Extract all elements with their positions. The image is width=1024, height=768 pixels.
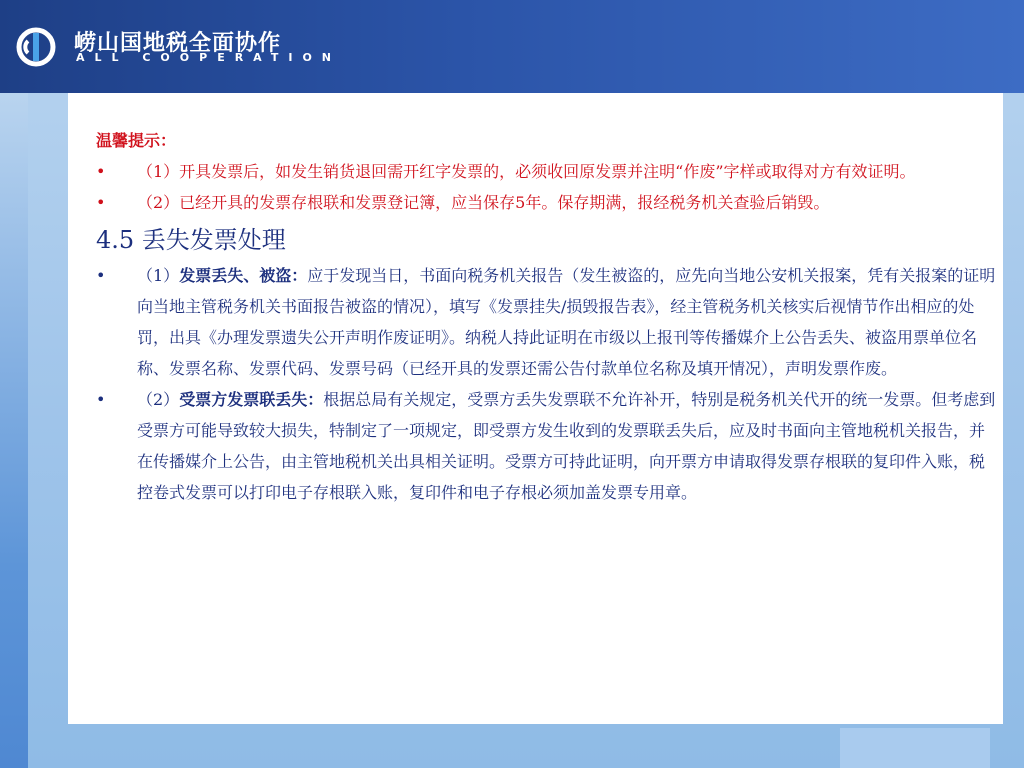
left-decor-strip bbox=[0, 93, 28, 768]
slide-text bbox=[96, 126, 996, 508]
item-bold-label: 受票方发票联丢失： bbox=[179, 390, 324, 409]
brand-title-en: ALL COOPERATION bbox=[76, 51, 341, 64]
section-item bbox=[96, 260, 996, 384]
section-item bbox=[96, 384, 996, 508]
bullet-dot: • bbox=[96, 390, 106, 409]
item-prefix: （1） bbox=[137, 266, 180, 285]
item-prefix: （2） bbox=[137, 390, 180, 409]
tip-item-text: （1）开具发票后，如发生销货退回需开红字发票的，必须收回原发票并注明“作废”字样或取得对方有效证明。 bbox=[137, 162, 916, 181]
bullet-dot: • bbox=[96, 193, 106, 212]
tip-title: 温馨提示： bbox=[96, 131, 177, 150]
tip-item bbox=[96, 187, 996, 218]
item-body: 应于发现当日，书面向税务机关报告（发生被盗的，应先向当地公安机关报案，凭有关报案的证明向当地主管税务机关书面报告被盗的情况），填写《发票挂失/损毁报告表》，经主管税务机关核实后视情节作出相应的处罚，出具《办理发票遗失公开声明作废证明》。纳税人持此证明在市级以上报刊等传播媒介上公告丢失、被盗用票单位名称、发票名称、发票代码、发票号码（已经开具的发票还需公告付款单位名称及填开情况），声明发票作废。 bbox=[137, 266, 996, 378]
header-bar bbox=[0, 0, 1024, 93]
section-heading: 4.5 丢失发票处理 bbox=[96, 226, 286, 254]
bullet-dot: • bbox=[96, 162, 106, 181]
item-bold-label: 发票丢失、被盗： bbox=[179, 266, 308, 285]
brand-title-cn: 崂山国地税全面协作 bbox=[74, 31, 282, 56]
cooperation-logo-icon bbox=[16, 27, 56, 67]
item-body: 根据总局有关规定，受票方丢失发票联不允许补开，特别是税务机关代开的统一发票。但考虑到受票方可能导致较大损失，特制定了一项规定，即受票方发生收到的发票联丢失后，应及时书面向主管地税机关报告，并在传播媒介上公告，由主管地税机关出具相关证明。受票方可持此证明，向开票方申请取得发票存根联的复印件入账，税控卷式发票可以打印电子存根联入账，复印件和电子存根必须加盖发票专用章。 bbox=[137, 390, 996, 502]
bottom-decor-block bbox=[840, 728, 990, 768]
tip-item-text: （2）已经开具的发票存根联和发票登记簿，应当保存5年。保存期满，报经税务机关查验后销毁。 bbox=[137, 193, 830, 212]
bullet-dot: • bbox=[96, 266, 106, 285]
tip-item bbox=[96, 156, 996, 187]
